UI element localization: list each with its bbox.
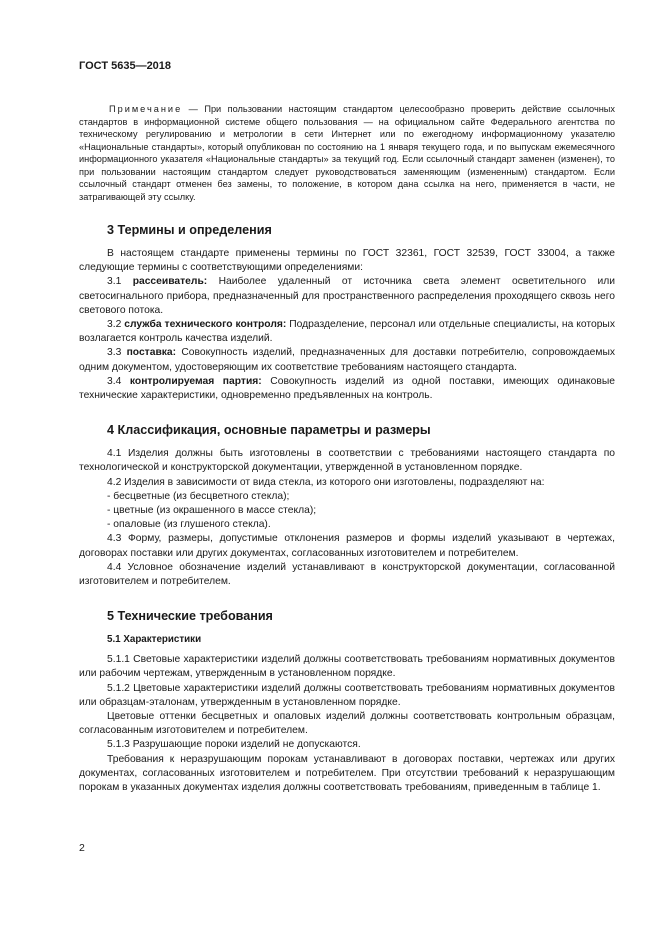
- list-item: - бесцветные (из бесцветного стекла);: [107, 490, 290, 502]
- clause-5-1-1: 5.1.1 Световые характеристики изделий должны соответствовать требованиям нормативных документов или рабочим чертежам, утвержденным в установленном порядке.: [79, 654, 615, 680]
- clause-4-1: 4.1 Изделия должны быть изготовлены в соответствии с требованиями настоящего стандарта по технологической и конструкторской документации, утвержденной в установленном порядке.: [79, 448, 615, 474]
- term-3-3: 3.3 поставка: Совокупность изделий, предназначенных для доставки потребителю, сопровождаемых одним документом, удостоверяющим их соответствие требованиям настоящего стандарта.: [79, 347, 615, 373]
- clause-5-1-3-requirements: Требования к неразрушающим порокам устанавливают в договорах поставки, чертежах или других документах, согласованных изготовителем и потребителем. При отсутствии требований к неразрушающим порокам в указанных документах изделия должны соответствовать требованиям, приведенным в таблице 1.: [79, 753, 615, 794]
- clause-4-4: 4.4 Условное обозначение изделий устанавливают в конструкторской документации, согласованной изготовителем и потребителем.: [79, 561, 615, 588]
- list-item: - цветные (из окрашенного в массе стекла);: [107, 505, 317, 517]
- term-3-1: 3.1 рассеиватель: Наиболее удаленный от источника света элемент осветительного или светосигнального прибора, предназначенный для пространственного распределения проходящего сквозь него светового потока.: [79, 276, 615, 316]
- subsection-5-1-title: 5.1 Характеристики: [107, 634, 202, 646]
- clause-5-1-3: 5.1.3 Разрушающие пороки изделий не допускаются.: [107, 739, 361, 751]
- term-name: контролируемая партия:: [129, 375, 262, 387]
- section-5-title: 5 Технические требования: [107, 609, 273, 624]
- page-content: [79, 103, 615, 795]
- term-name: поставка:: [126, 347, 177, 359]
- note-text: — При пользовании настоящим стандартом целесообразно проверить действие ссылочных стандартов в информационной системе общего пользования — на официальном сайте Федерального агентства по техническому регулированию и метрологии в сети Интернет или по ежегодному информационному указателю «Национальные стандарты», который опубликован по состоянию на 1 января текущего года, и по выпускам ежемесячного информационного указателя «Национальные стандарты» за текущий год. Если ссылочный стандарт заменен (изменен), то при пользовании настоящим стандартом следует руководствоваться заменяющим (измененным) стандартом. Если ссылочный стандарт отменен без замены, то положение, в котором дана ссылка на него, применяется в части, не затрагивающей эту ссылку.: [79, 104, 615, 202]
- term-name: служба технического контроля:: [124, 319, 287, 331]
- term-3-4: 3.4 контролируемая партия: Совокупность изделий из одной поставки, имеющих одинаковые технические характеристики, одновременно предъявленных на контроль.: [79, 375, 615, 402]
- clause-5-1-2: 5.1.2 Цветовые характеристики изделий должны соответствовать требованиям нормативных документов или образцам-эталонам, утвержденным в установленном порядке.: [79, 682, 615, 708]
- note-label: Примечание: [109, 104, 183, 114]
- reference-note: [79, 103, 615, 203]
- page-number: 2: [79, 842, 85, 854]
- document-header: ГОСТ 5635—2018: [79, 60, 172, 72]
- term-name: рассеиватель:: [132, 276, 208, 288]
- clause-5-1-2-shades: Цветовые оттенки бесцветных и опаловых изделий должны соответствовать контрольным образцам, согласованным изготовителем и потребителем.: [79, 711, 615, 737]
- clause-4-3: 4.3 Форму, размеры, допустимые отклонения размеров и формы изделий указывают в чертежах, договорах поставки или других документах, согласованных изготовителем и потребителем.: [79, 533, 615, 559]
- section-3-intro: В настоящем стандарте применены термины по ГОСТ 32361, ГОСТ 32539, ГОСТ 33004, а также следующие термины с соответствующими определениями:: [79, 248, 615, 274]
- list-item: - опаловые (из глушеного стекла).: [107, 519, 271, 531]
- clause-4-2: 4.2 Изделия в зависимости от вида стекла, из которого они изготовлены, подразделяют на:: [107, 476, 545, 488]
- section-4-title: 4 Классификация, основные параметры и размеры: [107, 423, 431, 438]
- section-3-title: 3 Термины и определения: [107, 223, 272, 237]
- term-3-2: 3.2 служба технического контроля: Подразделение, персонал или отдельные специалисты, на которых возлагается контроль качества изделий.: [79, 319, 615, 345]
